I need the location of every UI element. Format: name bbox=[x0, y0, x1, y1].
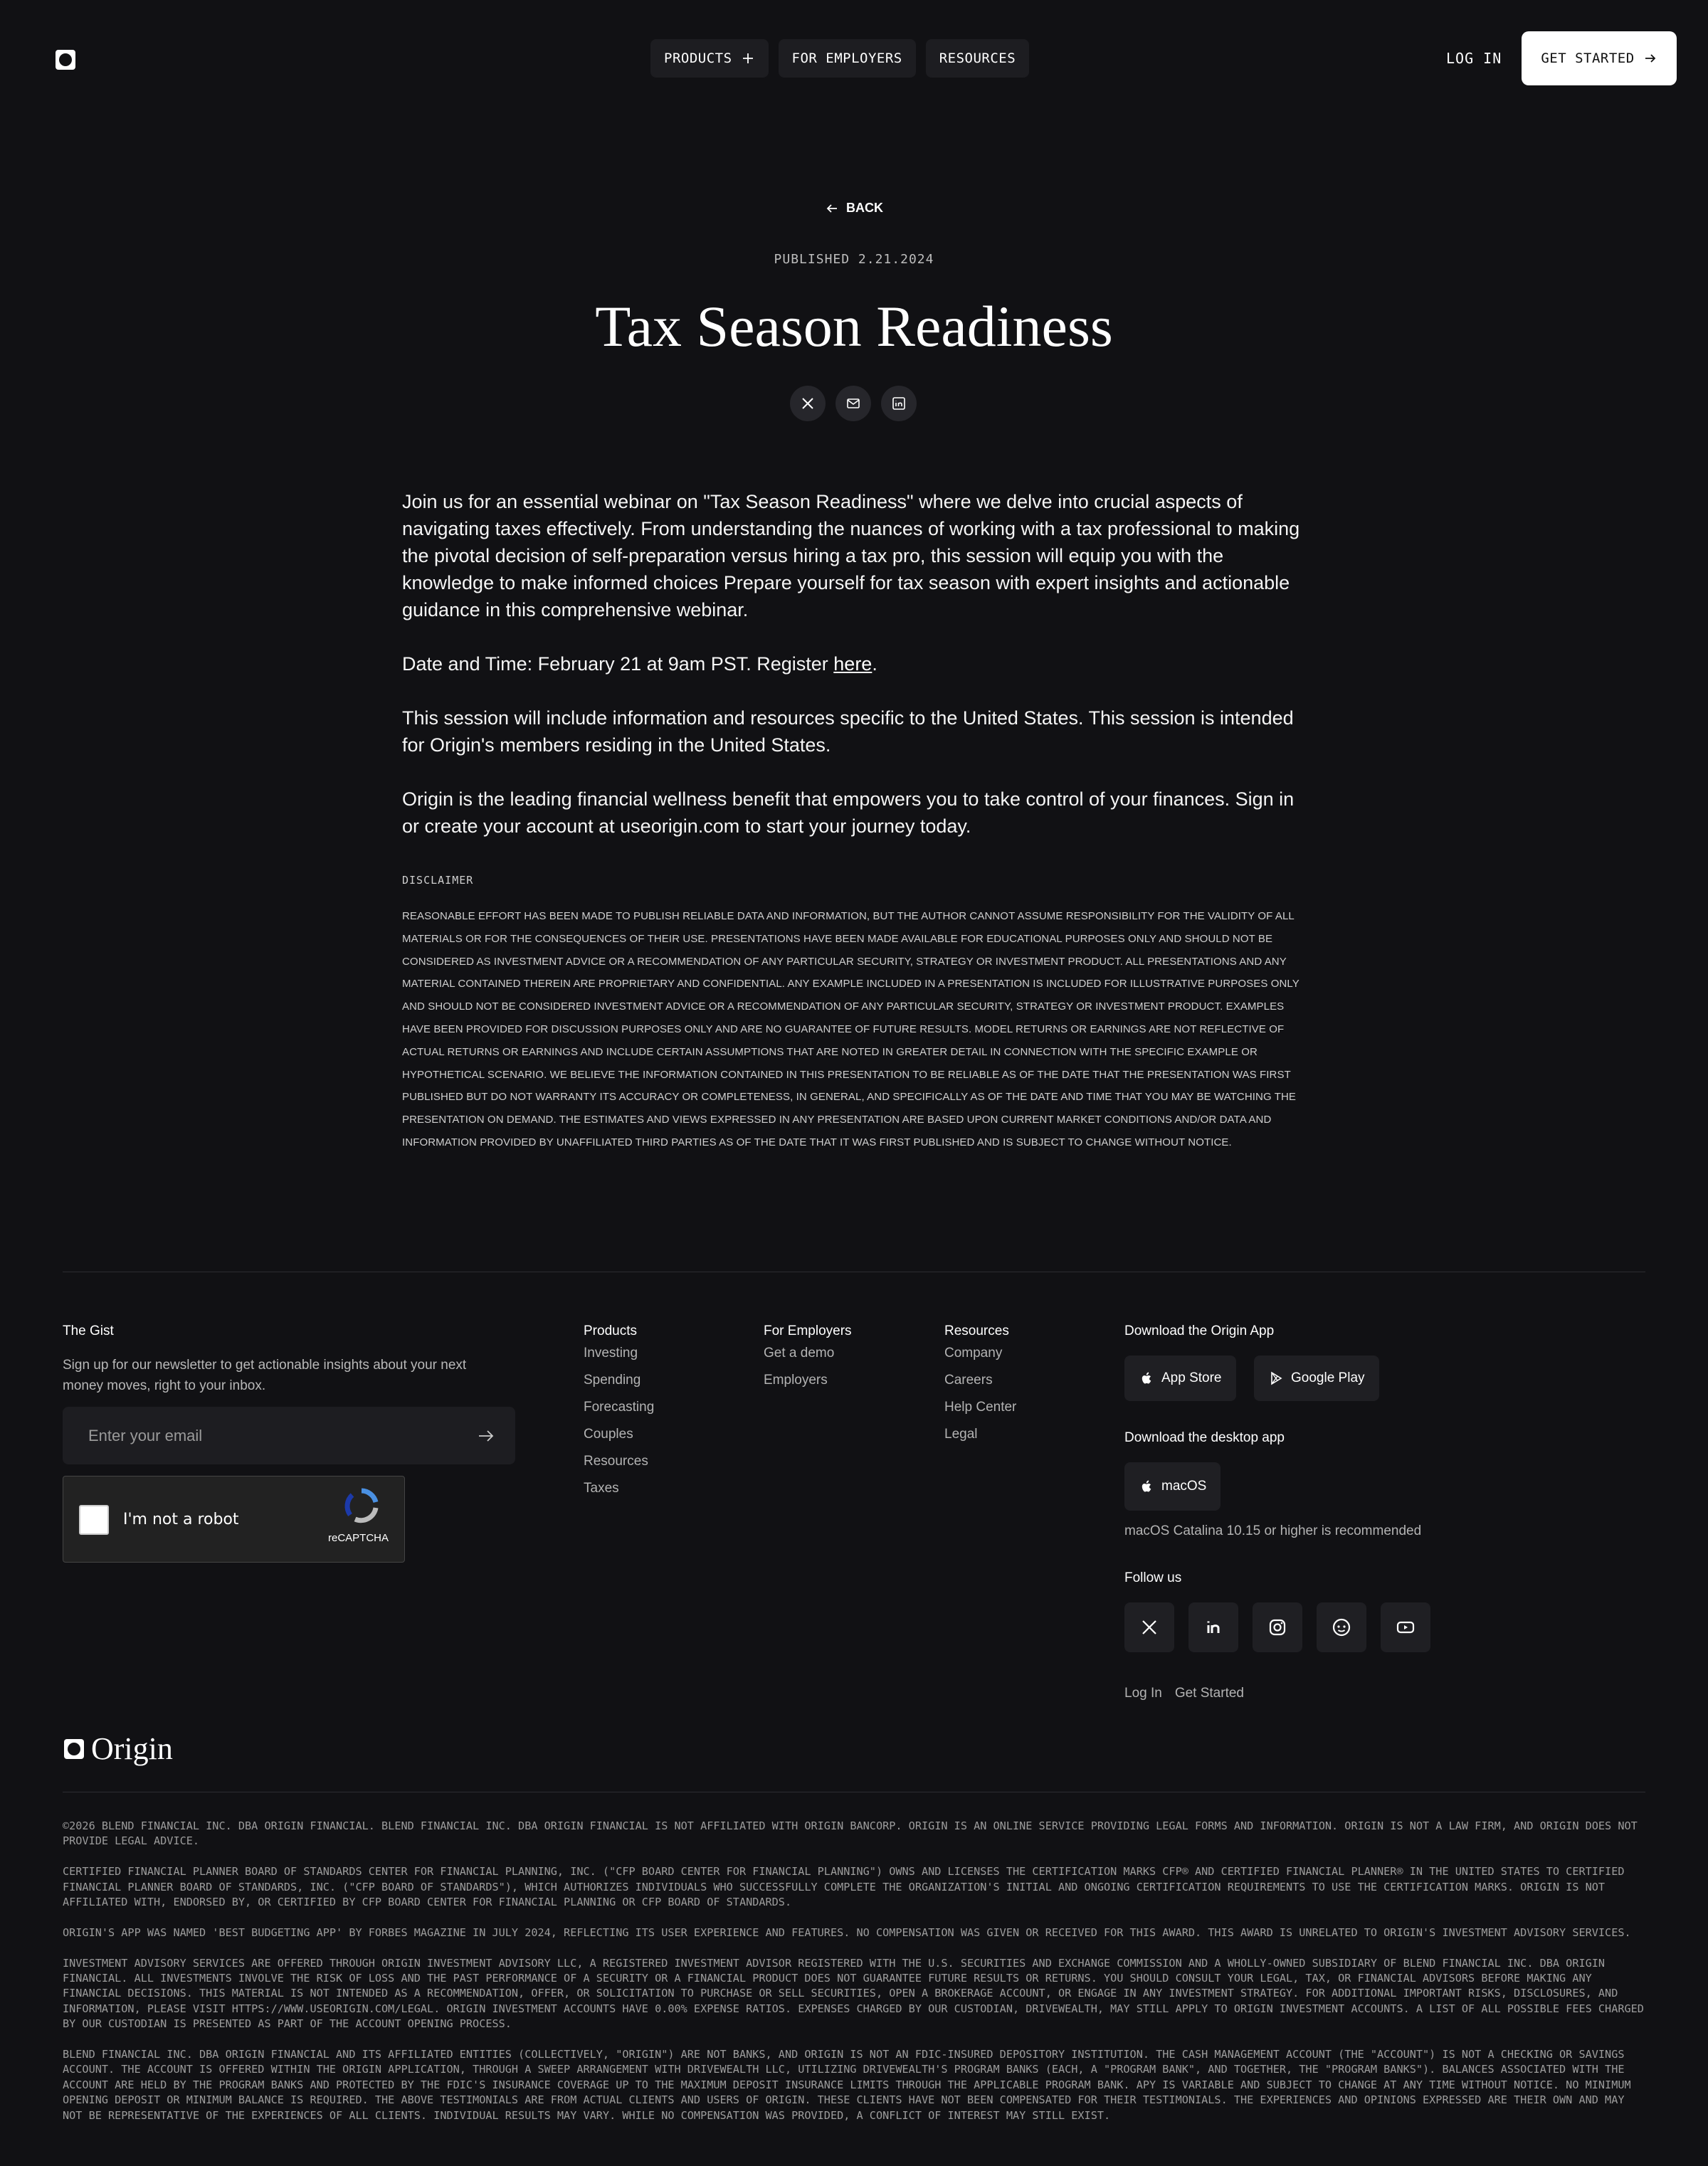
nav-products[interactable] bbox=[650, 39, 769, 78]
arrow-left-icon bbox=[825, 201, 839, 216]
brand-name: Origin bbox=[91, 1731, 173, 1766]
linkedin-icon bbox=[1203, 1617, 1224, 1638]
footer-link-taxes[interactable]: Taxes bbox=[584, 1481, 619, 1496]
origin-paragraph: Origin is the leading financial wellness benefit that empowers you to take control of your finances. Sign in or create your account at useorigin.com to start your journey today. bbox=[402, 788, 1295, 837]
newsletter-form bbox=[63, 1407, 515, 1464]
macos-button[interactable] bbox=[1124, 1462, 1221, 1511]
legal-paragraph: CERTIFIED FINANCIAL PLANNER BOARD OF STANDARDS CENTER FOR FINANCIAL PLANNING, INC. ("CFP BOARD CENTER FOR FINANCIAL PLANNING") OWNS AND LICENSES THE CERTIFICATION MARKS CFP® AND CERTIFIED FINANCIAL PLANNER® IN THE UNITED STATES TO CERTIFIED FINANCIAL PLANNER BOARD OF STANDARDS, INC. ("CFP BOARD OF STANDARDS"), WHICH AUTHORIZES INDIVIDUALS WHO SUCCESSFULLY COMPLETE THE ORGANIZATION'S INITIAL AND ONGOING CERTIFICATION REQUIREMENTS TO USE THE CERTIFICATION MARKS. ORIGIN IS NOT AFFILIATED WITH, ENDORSED BY, OR CERTIFIED BY CFP BOARD CENTER FOR FINANCIAL PLANNING OR CFP BOARD OF STANDARDS. bbox=[63, 1865, 1625, 1909]
apple-icon bbox=[1139, 1479, 1154, 1494]
back-link[interactable] bbox=[0, 201, 1708, 216]
date-text: Date and Time: February 21 at 9am PST. Register bbox=[402, 653, 834, 675]
youtube-icon bbox=[1395, 1617, 1416, 1638]
reddit-icon bbox=[1331, 1617, 1352, 1638]
nav-resources-label: RESOURCES bbox=[939, 51, 1016, 66]
social-youtube-button[interactable] bbox=[1381, 1602, 1430, 1652]
footer-link-help-center[interactable]: Help Center bbox=[944, 1400, 1017, 1415]
register-link[interactable]: here bbox=[833, 653, 873, 675]
recaptcha-checkbox[interactable] bbox=[79, 1505, 109, 1535]
legal-paragraph: ORIGIN'S APP WAS NAMED 'BEST BUDGETING APP' BY FORBES MAGAZINE IN JULY 2024, REFLECTING ITS USER EXPERIENCE AND FEATURES. NO COMPENSATION WAS GIVEN OR RECEIVED FOR THIS AWARD. THIS AWARD IS UNRELATED TO ORIGIN'S INVESTMENT ADVISORY SERVICES. bbox=[63, 1925, 1631, 1939]
recaptcha-icon bbox=[342, 1486, 381, 1525]
instagram-icon bbox=[1267, 1617, 1288, 1638]
intro-paragraph: Join us for an essential webinar on "Tax Season Readiness" where we delve into crucial aspects of navigating taxes effectively. From understanding the nuances of working with a tax professional to making the pivotal decision of self-preparation versus hiring a tax pro, this session will equip you with the knowledge to make informed choices Prepare yourself for tax season with expert insights and actionable guidance in this comprehensive webinar. bbox=[402, 491, 1300, 620]
article-body bbox=[402, 488, 1313, 1154]
get-started-button[interactable] bbox=[1522, 31, 1677, 85]
arrow-right-icon bbox=[1643, 51, 1657, 65]
gist-title: The Gist bbox=[63, 1324, 114, 1338]
apple-icon bbox=[1139, 1370, 1154, 1386]
footer-col-title: Resources bbox=[944, 1324, 1009, 1338]
legal-disclosures bbox=[63, 1819, 1645, 2138]
back-label: BACK bbox=[846, 201, 883, 215]
footer-col-title: For Employers bbox=[764, 1324, 852, 1338]
plus-icon bbox=[741, 51, 755, 65]
macos-label: macOS bbox=[1161, 1479, 1207, 1494]
footer-col-title: Products bbox=[584, 1324, 637, 1338]
share-buttons bbox=[790, 386, 917, 421]
social-links bbox=[1124, 1602, 1430, 1652]
legal-paragraph: ©2026 BLEND FINANCIAL INC. DBA ORIGIN FINANCIAL. BLEND FINANCIAL INC. DBA ORIGIN FINANCIAL IS NOT AFFILIATED WITH ORIGIN BANCORP. ORIGIN IS AN ONLINE SERVICE PROVIDING LEGAL FORMS AND INFORMATION. ORIGIN IS NOT A LAW FIRM, AND ORIGIN DOES NOT PROVIDE LEGAL ADVICE. bbox=[63, 1819, 1638, 1848]
social-linkedin-button[interactable] bbox=[1188, 1602, 1238, 1652]
page-title: Tax Season Readiness bbox=[595, 294, 1113, 359]
disclaimer-title: DISCLAIMER bbox=[402, 874, 474, 887]
footer-col-products bbox=[584, 1324, 654, 1504]
download-desktop-title: Download the desktop app bbox=[1124, 1430, 1285, 1445]
origin-logo-icon[interactable] bbox=[54, 48, 77, 71]
social-reddit-button[interactable] bbox=[1317, 1602, 1366, 1652]
footer-col-employers bbox=[764, 1324, 852, 1396]
google-play-icon bbox=[1268, 1370, 1284, 1386]
session-paragraph: This session will include information and resources specific to the United States. This session is intended for Origin's members residing in the United States. bbox=[402, 707, 1294, 756]
recaptcha-label: I'm not a robot bbox=[123, 1511, 239, 1528]
main-nav bbox=[650, 39, 1029, 78]
footer-link-investing[interactable]: Investing bbox=[584, 1346, 638, 1361]
footer-get-started-link[interactable]: Get Started bbox=[1174, 1686, 1244, 1701]
x-icon bbox=[1139, 1617, 1160, 1638]
gist-description: Sign up for our newsletter to get actionable insights about your next money moves, right to your inbox. bbox=[63, 1358, 467, 1393]
mail-icon bbox=[845, 396, 861, 411]
nav-for-employers-label: FOR EMPLOYERS bbox=[791, 51, 902, 66]
share-linkedin-button[interactable] bbox=[881, 386, 917, 421]
nav-resources[interactable] bbox=[926, 39, 1029, 78]
app-store-label: App Store bbox=[1161, 1370, 1222, 1385]
footer-col-resources bbox=[944, 1324, 1016, 1450]
download-app-title: Download the Origin App bbox=[1124, 1324, 1275, 1338]
footer-link-careers[interactable]: Careers bbox=[944, 1373, 993, 1388]
login-link[interactable]: LOG IN bbox=[1446, 50, 1502, 67]
footer-link-forecasting[interactable]: Forecasting bbox=[584, 1400, 655, 1415]
nav-for-employers[interactable] bbox=[779, 39, 916, 78]
social-instagram-button[interactable] bbox=[1253, 1602, 1302, 1652]
recaptcha-brand: reCAPTCHA bbox=[328, 1532, 389, 1544]
app-store-button[interactable] bbox=[1124, 1356, 1236, 1401]
google-play-button[interactable] bbox=[1254, 1356, 1379, 1401]
date-suffix: . bbox=[872, 653, 877, 675]
footer-link-spending[interactable]: Spending bbox=[584, 1373, 641, 1388]
arrow-right-icon[interactable] bbox=[477, 1427, 495, 1445]
footer-link-get-a-demo[interactable]: Get a demo bbox=[764, 1346, 835, 1361]
disclaimer-text: REASONABLE EFFORT HAS BEEN MADE TO PUBLISH RELIABLE DATA AND INFORMATION, BUT THE AUTHOR CANNOT ASSUME RESPONSIBILITY FOR THE VALIDITY OF ALL MATERIALS OR FOR THE CONSEQUENCES OF THEIR USE. PRESENTATIONS HAVE BEEN MADE AVAILABLE FOR EDUCATIONAL PURPOSES ONLY AND SHOULD NOT BE CONSIDERED AS INVESTMENT ADVICE OR A RECOMMENDATION OF ANY PARTICULAR SECURITY, STRATEGY OR INVESTMENT PRODUCT. ALL PRESENTATIONS AND ANY MATERIAL CONTAINED THEREIN ARE PROPRIETARY AND CONFIDENTIAL. ANY EXAMPLE INCLUDED IN A PRESENTATION IS INCLUDED FOR ILLUSTRATIVE PURPOSES ONLY AND SHOULD NOT BE CONSIDERED INVESTMENT ADVICE OR A RECOMMENDATION OF ANY PARTICULAR SECURITY, STRATEGY OR INVESTMENT PRODUCT. EXAMPLES HAVE BEEN PROVIDED FOR DISCUSSION PURPOSES ONLY AND ARE NO GUARANTEE OF FUTURE RESULTS. MODEL RETURNS OR EARNINGS ARE NOT REFLECTIVE OF ACTUAL RETURNS OR EARNINGS AND INCLUDE CERTAIN ASSUMPTIONS THAT ARE NOTED IN GREATER DETAIL IN CONNECTION WITH THE SPECIFIC EXAMPLE OR HYPOTHETICAL SCENARIO. WE BELIEVE THE INFORMATION CONTAINED IN THIS PRESENTATION TO BE RELIABLE AS OF THE DATE THAT THE PRESENTATION WAS FIRST PUBLISHED BUT DO NOT WARRANTY ITS ACCURACY OR COMPLETENESS, IN GENERAL, AND SPECIFICALLY AS OF THE DATE AND TIME THAT YOU MAY BE WATCHING THE PRESENTATION ON DEMAND. THE ESTIMATES AND VIEWS EXPRESSED IN ANY PRESENTATION ARE BASED UPON CURRENT MARKET CONDITIONS AND/OR DATA AND INFORMATION PROVIDED BY UNAFFILIATED THIRD PARTIES AS OF THE DATE THAT IT WAS FIRST PUBLISHED AND IS SUBJECT TO CHANGE WITHOUT NOTICE. bbox=[402, 910, 1300, 1148]
footer-bottom-links bbox=[1124, 1686, 1244, 1701]
published-date: PUBLISHED 2.21.2024 bbox=[774, 252, 934, 267]
follow-title: Follow us bbox=[1124, 1570, 1182, 1585]
footer-brand[interactable] bbox=[63, 1731, 173, 1767]
get-started-label: GET STARTED bbox=[1541, 51, 1635, 66]
linkedin-icon bbox=[891, 396, 907, 411]
legal-paragraph: INVESTMENT ADVISORY SERVICES ARE OFFERED THROUGH ORIGIN INVESTMENT ADVISORY LLC, A REGISTERED INVESTMENT ADVISOR REGISTERED WITH THE U.S. SECURITIES AND EXCHANGE COMMISSION AND A WHOLLY-OWNED SUBSIDIARY OF BLEND FINANCIAL INC. DBA ORIGIN FINANCIAL. ALL INVESTMENTS INVOLVE THE RISK OF LOSS AND THE PAST PERFORMANCE OF A SECURITY OR A FINANCIAL PRODUCT DOES NOT GUARANTEE FUTURE RESULTS OR RETURNS. YOU SHOULD CONSULT YOUR LEGAL, TAX, OR FINANCIAL ADVISORS BEFORE MAKING ANY FINANCIAL DECISIONS. THIS MATERIAL IS NOT INTENDED AS A RECOMMENDATION, OFFER, OR SOLICITATION TO PURCHASE OR SELL SECURITIES, OPEN A BROKERAGE ACCOUNT, OR ENGAGE IN ANY INVESTMENT STRATEGY. FOR ADDITIONAL IMPORTANT RISKS, DISCLOSURES, AND INFORMATION, PLEASE VISIT HTTPS://WWW.USEORIGIN.COM/LEGAL. ORIGIN INVESTMENT ACCOUNTS HAVE 0.00% EXPENSE RATIOS. EXPENSES CHARGED BY OUR CUSTODIAN, DRIVEWEALTH, MAY STILL APPLY TO ORIGIN INVESTMENT ACCOUNTS. A LIST OF ALL POSSIBLE FEES CHARGED BY OUR CUSTODIAN IS PRESENTED AS PART OF THE ACCOUNT OPENING PROCESS. bbox=[63, 1956, 1644, 2031]
legal-paragraph: BLEND FINANCIAL INC. DBA ORIGIN FINANCIAL AND ITS AFFILIATED ENTITIES (COLLECTIVELY, "ORIGIN") ARE NOT BANKS, AND ORIGIN IS NOT AN FDIC-INSURED DEPOSITORY INSTITUTION. THE CASH MANAGEMENT ACCOUNT (THE "ACCOUNT") IS NOT A CHECKING OR SAVINGS ACCOUNT. THE ACCOUNT IS OFFERED WITHIN THE ORIGIN APPLICATION, THROUGH A SWEEP ARRANGEMENT WITH DRIVEWEALTH LLC, UTILIZING DRIVEWEALTH'S PROGRAM BANKS (EACH, A "PROGRAM BANK", AND TOGETHER, THE "PROGRAM BANKS"). BALANCES ASSOCIATED WITH THE ACCOUNT ARE HELD BY THE PROGRAM BANKS AND PROTECTED BY THE FDIC'S INSURANCE COVERAGE UP TO THE MAXIMUM DEPOSIT INSURANCE LIMITS THROUGH THE APPLICABLE PROGRAM BANK. APY IS VARIABLE AND SUBJECT TO CHANGE AT ANY TIME WITHOUT NOTICE. NO MINIMUM OPENING DEPOSIT OR MINIMUM BALANCE IS REQUIRED. THE ABOVE TESTIMONIALS ARE FROM ACTUAL CLIENTS AND USERS OF ORIGIN. THESE CLIENTS HAVE NOT BEEN COMPENSATED FOR THEIR TESTIMONIALS. THE EXPERIENCES AND OPINIONS EXPRESSED ARE THEIR OWN AND MAY NOT BE REPRESENTATIVE OF THE EXPERIENCES OF ALL CLIENTS. INDIVIDUAL RESULTS MAY VARY. WHILE NO COMPENSATION WAS PROVIDED, A CONFLICT OF INTEREST MAY STILL EXIST. bbox=[63, 2048, 1631, 2122]
google-play-label: Google Play bbox=[1291, 1370, 1365, 1385]
footer-link-employers[interactable]: Employers bbox=[764, 1373, 828, 1388]
footer-link-company[interactable]: Company bbox=[944, 1346, 1003, 1361]
origin-logo-icon bbox=[63, 1738, 85, 1760]
x-icon bbox=[800, 396, 816, 411]
recaptcha-widget bbox=[63, 1476, 405, 1563]
share-email-button[interactable] bbox=[835, 386, 871, 421]
email-input[interactable] bbox=[88, 1427, 458, 1445]
social-x-button[interactable] bbox=[1124, 1602, 1174, 1652]
share-x-button[interactable] bbox=[790, 386, 826, 421]
footer-link-resources[interactable]: Resources bbox=[584, 1454, 648, 1469]
nav-products-label: PRODUCTS bbox=[664, 51, 732, 66]
footer-link-legal[interactable]: Legal bbox=[944, 1427, 978, 1442]
date-paragraph bbox=[402, 650, 1313, 677]
footer-login-link[interactable]: Log In bbox=[1124, 1686, 1162, 1701]
macos-note: macOS Catalina 10.15 or higher is recommended bbox=[1124, 1523, 1422, 1538]
footer-link-couples[interactable]: Couples bbox=[584, 1427, 633, 1442]
